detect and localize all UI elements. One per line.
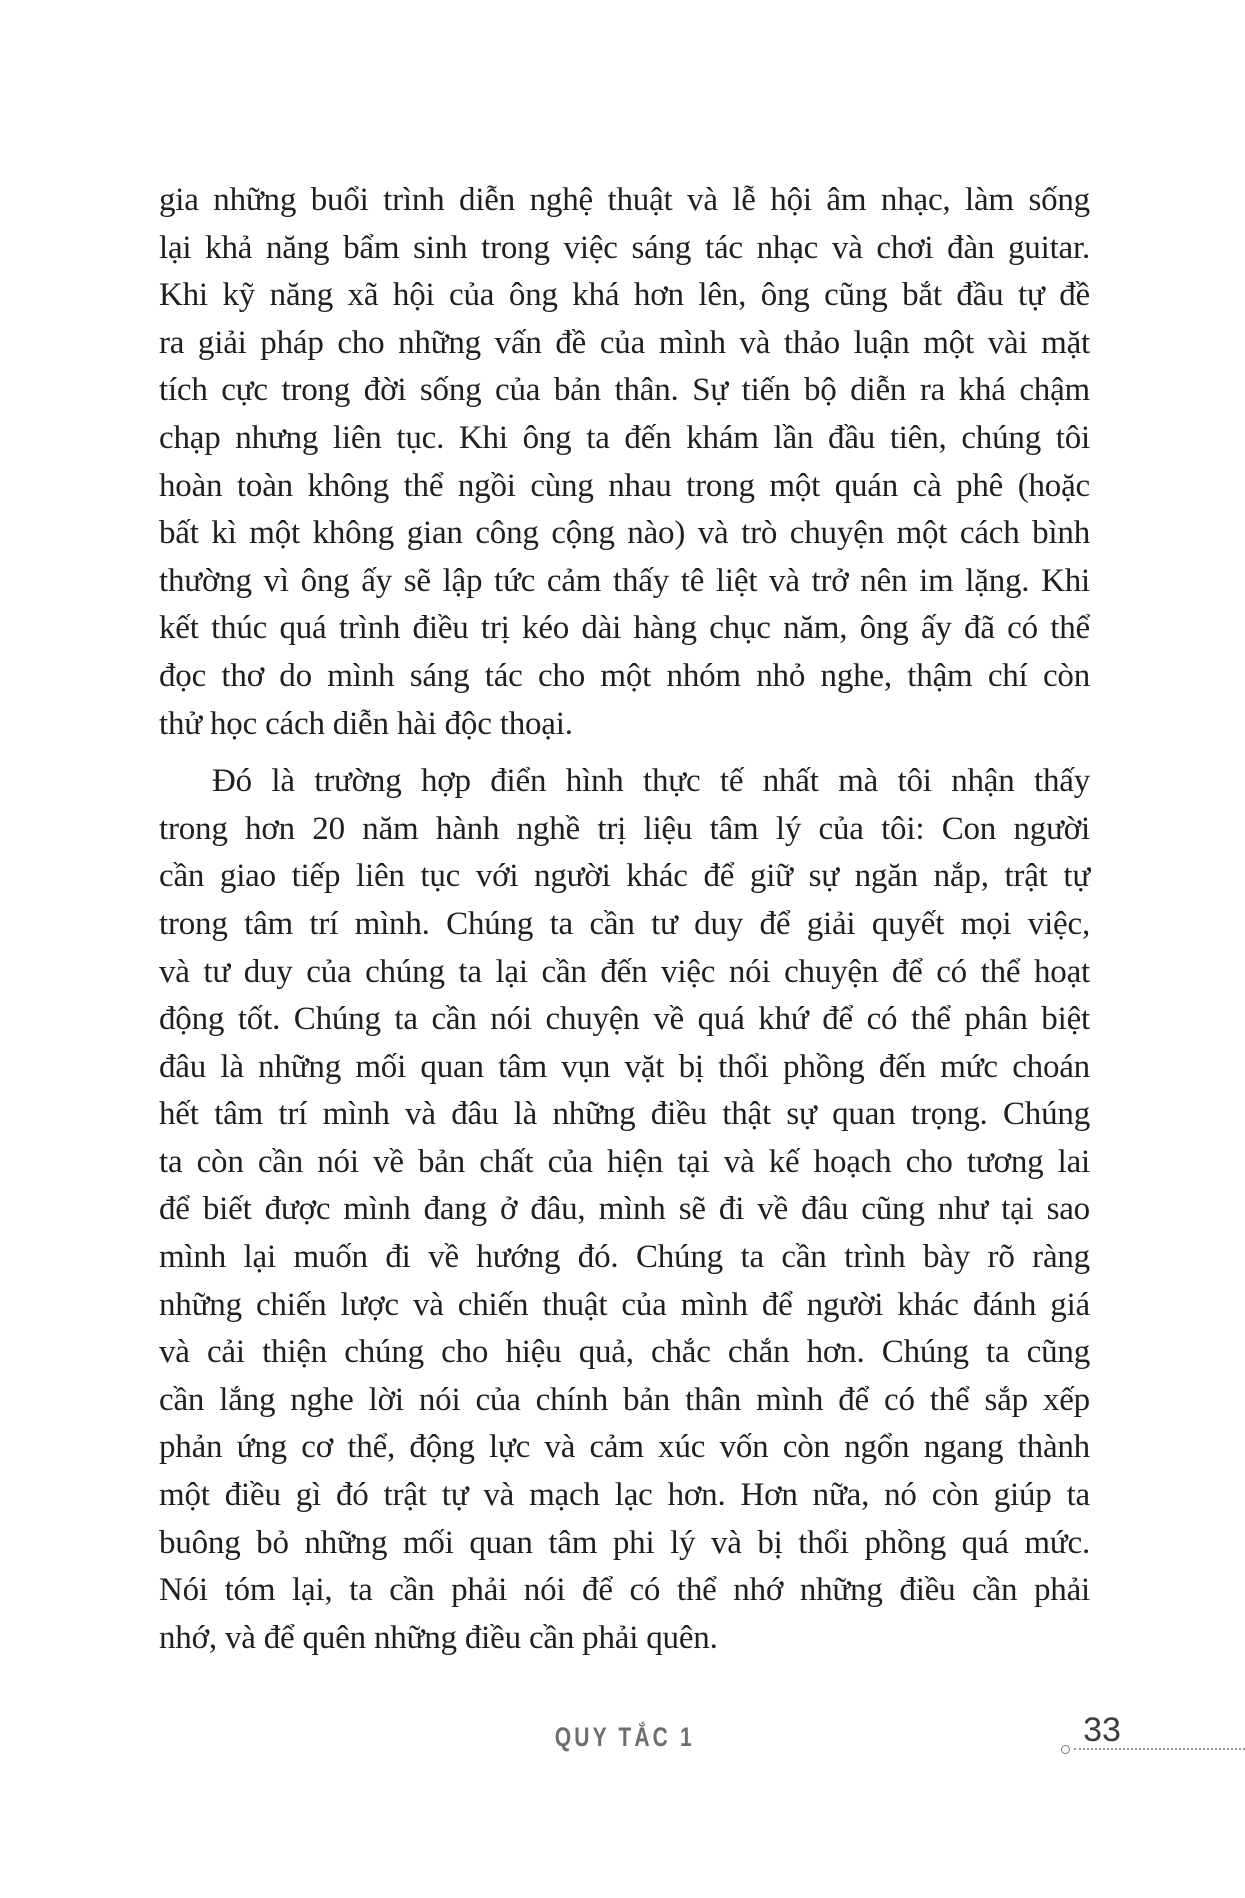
dotted-rule bbox=[1074, 1748, 1245, 1750]
text-line: nhớ, và để quên những điều cần phải quên. bbox=[159, 1619, 718, 1656]
text-line: Đó là trường hợp điển hình thực tế nhất mà tôi nhận thấy bbox=[212, 763, 1090, 800]
text-line: để biết được mình đang ở đâu, mình sẽ đi về đâu cũng như tại sao bbox=[159, 1191, 1090, 1228]
text-line: trong tâm trí mình. Chúng ta cần tư duy để giải quyết mọi việc, bbox=[159, 905, 1090, 942]
text-line: Khi kỹ năng xã hội của ông khá hơn lên, ông cũng bắt đầu tự đề bbox=[159, 277, 1090, 314]
running-header-label: QUY TẮC 1 bbox=[554, 1722, 695, 1752]
text-line: động tốt. Chúng ta cần nói chuyện về quá khứ để có thể phân biệt bbox=[159, 1001, 1090, 1038]
text-line: và cải thiện chúng cho hiệu quả, chắc chắn hơn. Chúng ta cũng bbox=[159, 1334, 1090, 1371]
text-line: bất kì một không gian công cộng nào) và trò chuyện một cách bình bbox=[159, 515, 1090, 552]
text-line: lại khả năng bẩm sinh trong việc sáng tác nhạc và chơi đàn guitar. bbox=[159, 229, 1090, 266]
text-line: cần lắng nghe lời nói của chính bản thân mình để có thể sắp xếp bbox=[159, 1381, 1090, 1418]
text-line: đâu là những mối quan tâm vụn vặt bị thổi phồng đến mức choán bbox=[159, 1048, 1090, 1085]
paragraph bbox=[159, 758, 1090, 1662]
paragraph bbox=[159, 177, 1090, 748]
text-line: cần giao tiếp liên tục với người khác để giữ sự ngăn nắp, trật tự bbox=[159, 858, 1090, 895]
ring-icon bbox=[1061, 1745, 1070, 1754]
text-line: mình lại muốn đi về hướng đó. Chúng ta cần trình bày rõ ràng bbox=[159, 1239, 1090, 1276]
running-header bbox=[159, 1722, 1090, 1757]
body-text bbox=[159, 177, 1090, 1662]
text-line: thường vì ông ấy sẽ lập tức cảm thấy tê liệt và trở nên im lặng. Khi bbox=[159, 562, 1090, 599]
text-line: ta còn cần nói về bản chất của hiện tại và kế hoạch cho tương lai bbox=[159, 1143, 1090, 1180]
text-line: hoàn toàn không thể ngồi cùng nhau trong một quán cà phê (hoặc bbox=[159, 467, 1090, 504]
text-line: phản ứng cơ thể, động lực và cảm xúc vốn còn ngổn ngang thành bbox=[159, 1429, 1090, 1466]
text-line: đọc thơ do mình sáng tác cho một nhóm nhỏ nghe, thậm chí còn bbox=[159, 657, 1090, 694]
text-line: Nói tóm lại, ta cần phải nói để có thể nhớ những điều cần phải bbox=[159, 1572, 1090, 1609]
text-line: thử học cách diễn hài độc thoại. bbox=[159, 705, 573, 742]
text-line: những chiến lược và chiến thuật của mình để người khác đánh giá bbox=[159, 1286, 1090, 1323]
text-line: một điều gì đó trật tự và mạch lạc hơn. Hơn nữa, nó còn giúp ta bbox=[159, 1477, 1090, 1514]
text-line: chạp nhưng liên tục. Khi ông ta đến khám lần đầu tiên, chúng tôi bbox=[159, 419, 1090, 456]
text-line: gia những buổi trình diễn nghệ thuật và lễ hội âm nhạc, làm sống bbox=[159, 182, 1090, 218]
text-line: và tư duy của chúng ta lại cần đến việc nói chuyện để có thể hoạt bbox=[159, 953, 1090, 990]
page-number: 33 bbox=[1083, 1711, 1121, 1749]
text-line: tích cực trong đời sống của bản thân. Sự tiến bộ diễn ra khá chậm bbox=[159, 372, 1090, 409]
text-line: kết thúc quá trình điều trị kéo dài hàng chục năm, ông ấy đã có thể bbox=[159, 610, 1090, 647]
text-line: hết tâm trí mình và đâu là những điều thật sự quan trọng. Chúng bbox=[159, 1096, 1090, 1133]
text-line: buông bỏ những mối quan tâm phi lý và bị thổi phồng quá mức. bbox=[159, 1524, 1090, 1561]
text-line: trong hơn 20 năm hành nghề trị liệu tâm lý của tôi: Con người bbox=[159, 810, 1090, 847]
text-line: ra giải pháp cho những vấn đề của mình và thảo luận một vài mặt bbox=[159, 324, 1090, 361]
